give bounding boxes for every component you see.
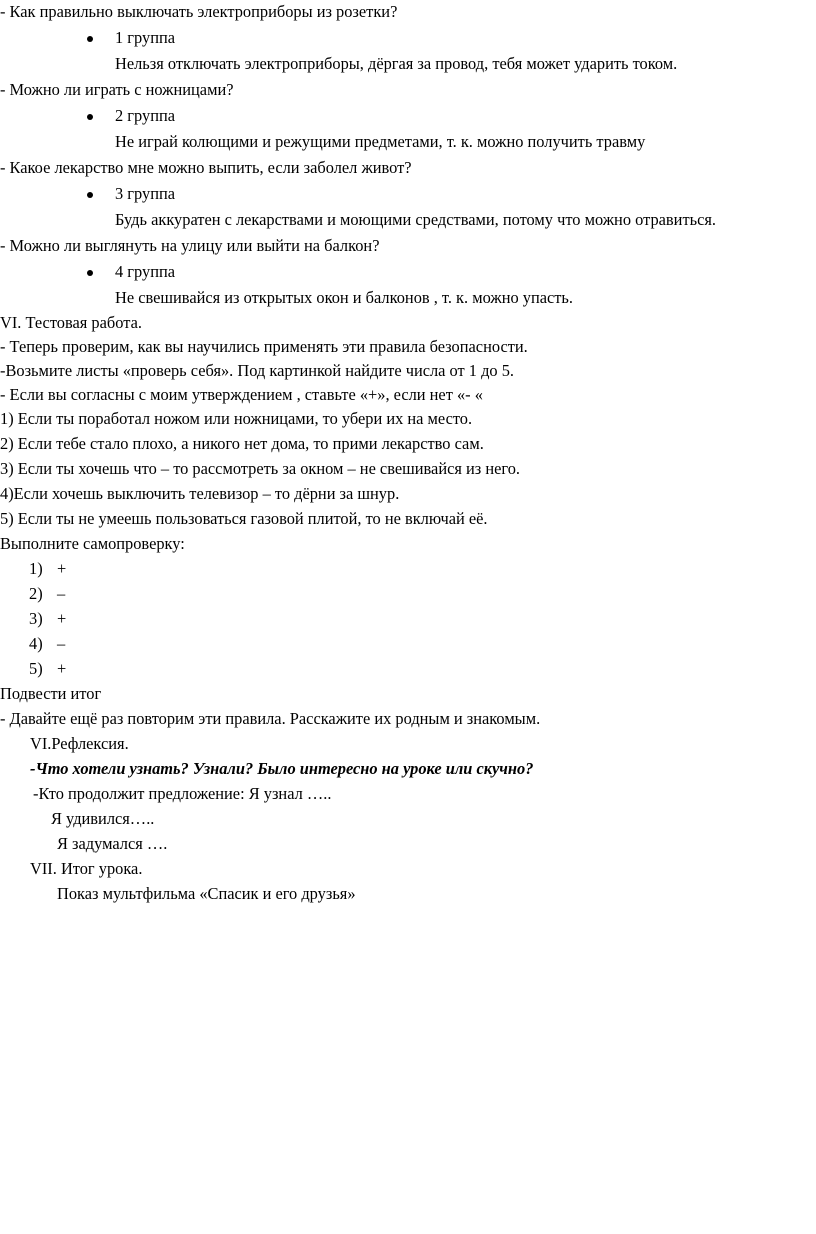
question-4: - Можно ли выглянуть на улицу или выйти на балкон? (0, 236, 380, 255)
answer-number: 3) (29, 609, 43, 628)
answer-number: 5) (29, 659, 43, 678)
test-intro-3: - Если вы согласны с моим утверждением , ставьте «+», если нет «- « (0, 385, 483, 404)
answer-mark: – (57, 584, 66, 603)
bullet-icon (87, 36, 93, 42)
test-heading: VI. Тестовая работа. (0, 313, 142, 332)
bullet-icon (87, 270, 93, 276)
answer-mark: + (57, 559, 67, 578)
answer-number: 4) (29, 634, 43, 653)
test-statement: 2) Если тебе стало плохо, а никого нет дома, то прими лекарство сам. (0, 434, 484, 453)
answer-mark: – (57, 634, 66, 653)
reflection-heading: VI.Рефлексия. (30, 734, 129, 753)
outcome-text: Показ мультфильма «Спасик и его друзья» (57, 884, 356, 903)
group-2-label: 2 группа (115, 106, 176, 125)
bullet-icon (87, 192, 93, 198)
summary-heading: Подвести итог (0, 684, 102, 703)
test-intro-1: - Теперь проверим, как вы научились применять эти правила безопасности. (0, 337, 528, 356)
group-2-rule: Не играй колющими и режущими предметами, т. к. можно получить травму (115, 132, 646, 151)
summary-text: - Давайте ещё раз повторим эти правила. Расскажите их родным и знакомым. (0, 709, 541, 728)
outcome-heading: VII. Итог урока. (30, 859, 143, 878)
self-check-label: Выполните самопроверку: (0, 534, 185, 553)
question-1: - Как правильно выключать электроприборы из розетки? (0, 2, 398, 21)
question-2: - Можно ли играть с ножницами? (0, 80, 234, 99)
test-statement: 4)Если хочешь выключить телевизор – то дёрни за шнур. (0, 484, 400, 503)
group-3-label: 3 группа (115, 184, 176, 203)
reflection-line-2: Я удивился….. (51, 809, 155, 828)
answer-number: 2) (29, 584, 43, 603)
answer-mark: + (57, 659, 67, 678)
reflection-question: -Что хотели узнать? Узнали? Было интересно на уроке или скучно? (30, 759, 534, 778)
group-1-label: 1 группа (115, 28, 176, 47)
reflection-prompt: -Кто продолжит предложение: Я узнал ….. (33, 784, 332, 803)
bullet-icon (87, 114, 93, 120)
test-statement: 3) Если ты хочешь что – то рассмотреть за окном – не свешивайся из него. (0, 459, 521, 478)
group-4-rule: Не свешивайся из открытых окон и балконов , т. к. можно упасть. (115, 288, 574, 307)
question-3: - Какое лекарство мне можно выпить, если заболел живот? (0, 158, 412, 177)
group-1-rule: Нельзя отключать электроприборы, дёргая за провод, тебя может ударить током. (115, 54, 678, 73)
answer-mark: + (57, 609, 67, 628)
reflection-line-3: Я задумался …. (57, 834, 168, 853)
group-4-label: 4 группа (115, 262, 176, 281)
test-statement: 1) Если ты поработал ножом или ножницами, то убери их на место. (0, 409, 473, 428)
test-intro-2: -Возьмите листы «проверь себя». Под картинкой найдите числа от 1 до 5. (0, 361, 514, 380)
group-3-rule: Будь аккуратен с лекарствами и моющими средствами, потому что можно отравиться. (115, 210, 716, 229)
answer-number: 1) (29, 559, 43, 578)
test-statement: 5) Если ты не умеешь пользоваться газовой плитой, то не включай её. (0, 509, 488, 528)
